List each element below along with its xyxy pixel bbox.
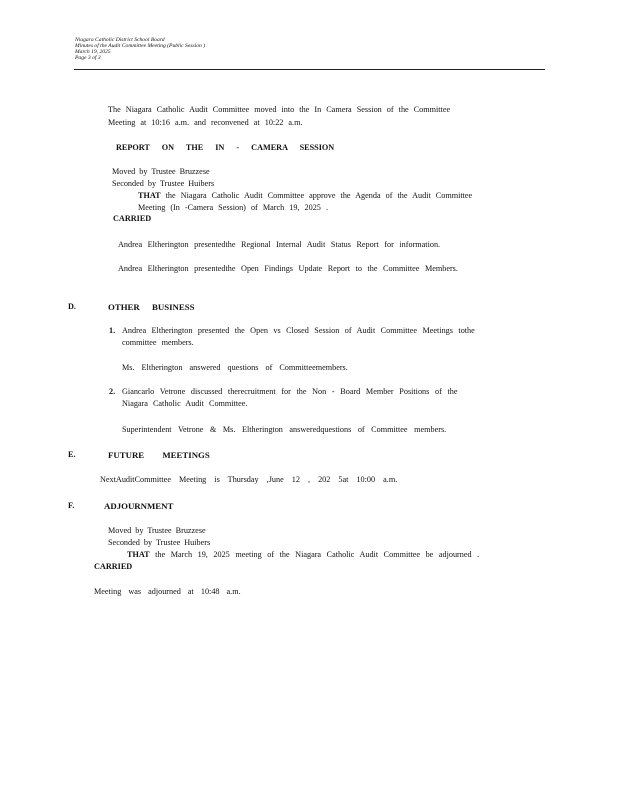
report-motion-text: the Niagara Catholic Audit Committee approve the Agenda of the Audit Committee [165, 191, 473, 200]
section-f-closing: Meeting was adjourned at 10:48 a.m. [94, 587, 241, 596]
report-heading: REPORT ON THE IN - CAMERA SESSION [116, 143, 335, 152]
header-page-number: Page 3 of 3 [75, 55, 101, 61]
section-d-item-2-note: Superintendent Vetrone & Ms. Eltherington answeredquestions of Committee members. [122, 425, 447, 434]
section-d-item-1-number: 1. [109, 326, 116, 335]
that-keyword: THAT [127, 550, 150, 559]
section-d-item-2-line-1: Giancarlo Vetrone discussed therecruitment for the Non - Board Member Positions of the [122, 387, 458, 396]
section-d-letter: D. [68, 302, 76, 311]
section-f-carried: CARRIED [94, 562, 133, 571]
intro-line-2: Meeting at 10:16 a.m. and reconvened at 10:22 a.m. [108, 118, 303, 127]
section-d-item-1-line-2: committee members. [122, 338, 194, 347]
section-f-motion [127, 550, 479, 559]
report-carried: CARRIED [113, 214, 152, 223]
section-d-item-1-note: Ms. Eltherington answered questions of Committeemembers. [122, 363, 348, 372]
section-f-motion-text: the March 19, 2025 meeting of the Niagara Catholic Audit Committee be adjourned . [155, 550, 480, 559]
intro-line-1: The Niagara Catholic Audit Committee moved into the In Camera Session of the Committee [108, 105, 451, 114]
header-minutes-title: Minutes of the Audit Committee Meeting (Public Session ) [75, 43, 206, 49]
section-f-moved: Moved by Trustee Bruzzese [108, 526, 206, 535]
header-date: March 19, 2025 [75, 49, 111, 55]
section-d-item-1-line-1: Andrea Eltherington presented the Open vs Closed Session of Audit Committee Meetings tothe [122, 326, 475, 335]
section-f-seconded: Seconded by Trustee Huibers [108, 538, 211, 547]
header-board-name: Niagara Catholic District School Board [75, 37, 165, 43]
that-keyword: THAT [138, 191, 161, 200]
header-divider [74, 69, 545, 70]
section-d-item-2-number: 2. [109, 387, 116, 396]
section-e-title: FUTURE MEETINGS [108, 450, 210, 460]
section-f-title: ADJOURNMENT [104, 501, 174, 511]
report-motion-line-2: Meeting (In -Camera Session) of March 19, 2025 . [138, 203, 328, 212]
report-moved: Moved by Trustee Bruzzese [112, 167, 210, 176]
section-e-next-meeting: NextAuditCommittee Meeting is Thursday ,June 12 , 202 5at 10:00 a.m. [100, 475, 398, 484]
section-d-title: OTHER BUSINESS [108, 302, 195, 312]
section-e-letter: E. [68, 450, 76, 459]
section-f-letter: F. [68, 501, 75, 510]
report-item-1: Andrea Eltherington presentedthe Regional Internal Audit Status Report for information. [118, 240, 441, 249]
report-motion-line-1 [138, 191, 472, 200]
report-seconded: Seconded by Trustee Huibers [112, 179, 215, 188]
section-d-item-2-line-2: Niagara Catholic Audit Committee. [122, 399, 248, 408]
report-item-2: Andrea Eltherington presentedthe Open Findings Update Report to the Committee Members. [118, 264, 458, 273]
